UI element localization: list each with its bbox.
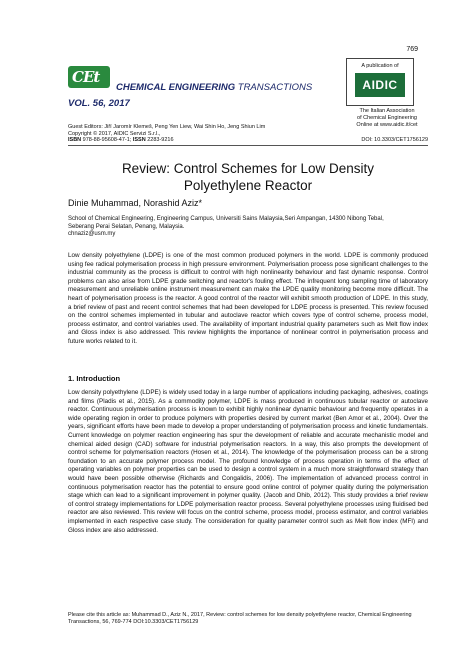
publisher-description [346, 108, 428, 129]
section-heading-introduction: 1. Introduction [68, 374, 121, 383]
isbn-value: 978-88-95608-47-1; [82, 137, 132, 144]
journal-name-bold: CHEMICAL ENGINEERING [116, 82, 236, 93]
paper-title [68, 160, 428, 194]
isbn-label: ISBN [68, 137, 82, 144]
guest-editors: Guest Editors: Jiří Jaromír Klemeš, Peng Yen Liew, Wai Shin Ho, Jeng Shiun Lim [68, 124, 266, 130]
publisher-desc-line-3: Online at www.aidic.it/cet [356, 122, 418, 128]
editors-block [68, 124, 265, 144]
introduction-body: Low density polyethylene (LDPE) is widely used today in a large number of applications including packaging, adhesives, coatings and films (Pladis et al., 2015). As a commodity polymer, LDPE is mass produced in continuous tubular reactor or autoclave reactor. Continuous polymerisation process is known to exhibit highly nonlinear dynamic behaviour and frequently operates in a wide operating region in order to produce polymers with properties desired by current market (Ben Amor et al., 2004). Over the years, significant efforts have been made to develop a proper understanding of polymerisation process and kinetic fundamentals. Current knowledge on polymer reaction engineering has spur the development of reliable and accurate mechanistic model and chemical aided design (CAD) software for industrial polymerisation reactors. In a way, this also prompts the development of control scheme for polymerisation reactors (Hosen et al., 2014). The knowledge of the polymerisation process can be a strong foundation to an accurate polymer process model. The profound knowledge of process operation in terms of the effect of operating variables on polymer properties can be used to design a control system in a much more straightforward strategy than would have been possible otherwise (Richards and Congalidis, 2006). The implementation of advanced process control in continuous polymerisation reactor has the potential to ensure good online control of polymer quality during the polymerisation stage which can lead to a significant improvement in polymer quality. (Jacob and Dhib, 2012). This study provides a brief review of control strategy implementations for LDPE polymerisation reactor process. Several polyethylene processes using fluidised bed reactor are also reviewed. This review will focus on the control scheme, process model, process estimator, and control variables implemented in each respective case study. The consideration for quality parameter control such as Melt flow index (MFI) and Gloss index are also addressed. [68, 389, 428, 534]
paper-title-line-1: Review: Control Schemes for Low Density [121, 161, 375, 176]
publisher-label: A publication of [361, 63, 399, 69]
affiliation [68, 216, 428, 239]
cet-logo-text: CEt [72, 68, 100, 86]
abstract: Low density polyethylene (LDPE) is one of the most common produced polymers in the world. LDPE is commonly produced using fee radical polymerisation process in high pressure environment. Polymerisation process pose significant challenges to the industrial community as the process is difficult to control with high nonlinearity behaviour and fast dynamic response. Control problems can also arise from LDPE grade switching and reactor's fouling effect. The infrequent long sampling time of laboratory measurement and unreliable online instrument measurement can make the LPDE quality monitoring become more difficult. The heart of polymerisation process is the reactor. A good control of the reactor will exhibit smooth production of LDPE. In this study, a brief review of past and recent control schemes that had been developed for LDPE process is presented. This review focused on the control schemes implemented in tubular and autoclave reactor which covers type of control scheme, process model, process estimator, and control variables used. The availability of important industrial quality parameters such as Melt flow index and Gloss index is also addressed. This review highlights the importance of nonlinear control in polymerisation process and future works related to it. [68, 252, 428, 345]
author-email: chnaziz@usm.my [68, 231, 116, 238]
affiliation-line-2: Seberang Perai Selatan, Penang, Malaysia. [68, 223, 185, 230]
journal-name [116, 82, 312, 93]
affiliation-line-1: School of Chemical Engineering, Engineering Campus, Universiti Sains Malaysia,Seri Ampangan, 14300 Nibong Tebal, [68, 216, 384, 222]
journal-name-rest: TRANSACTIONS [237, 82, 313, 93]
header-divider [68, 145, 428, 146]
aidic-logo: AIDIC [355, 73, 405, 97]
issn-value: 2283-9216 [147, 137, 174, 144]
copyright: Copyright © 2017, AIDIC Servizi S.r.l., [68, 130, 161, 137]
authors: Dinie Muhammad, Norashid Aziz* [68, 198, 203, 208]
citation-footer [68, 612, 428, 626]
doi: DOI: 10.3303/CET1756129 [361, 137, 428, 143]
publisher-desc-line-1: The Italian Association [359, 108, 415, 114]
citation-line-1: Please cite this article as: Muhammad D., Aziz N., 2017, Review: control schemes for low density polyethylene reactor, Chemical Engineering [68, 612, 412, 618]
volume-label: VOL. 56, 2017 [68, 98, 130, 109]
isbn-issn [68, 137, 265, 144]
paper-title-line-2: Polyethylene Reactor [183, 178, 313, 193]
page-number: 769 [406, 46, 418, 53]
citation-line-2: Transactions, 56, 769-774 DOI:10.3303/CET1756129 [68, 618, 199, 625]
cet-logo [68, 66, 110, 88]
issn-label: ISSN [132, 137, 146, 144]
publisher-box [346, 58, 414, 106]
publisher-desc-line-2: of Chemical Engineering [357, 115, 417, 121]
